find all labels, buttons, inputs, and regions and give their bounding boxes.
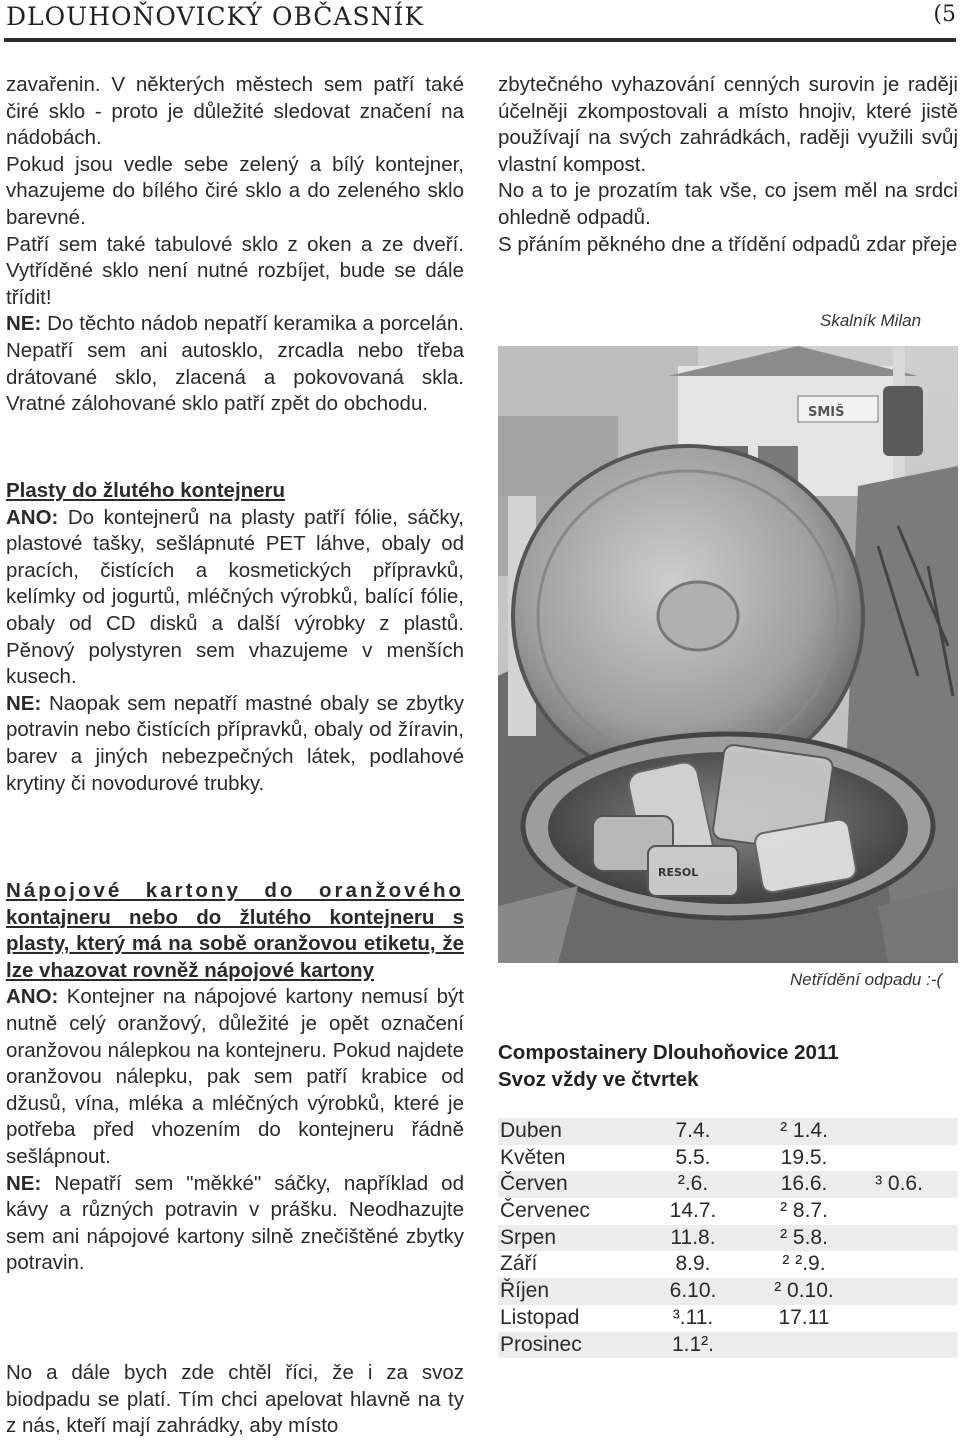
glass-no-paragraph	[6, 311, 464, 417]
table-row	[498, 1198, 958, 1225]
yes-label: ANO:	[6, 505, 59, 529]
date-cell: 17.11	[778, 1305, 830, 1329]
table-row	[498, 1305, 958, 1332]
cartons-heading	[6, 878, 464, 984]
month-cell: Červen	[500, 1172, 568, 1196]
date-cell: 11.8.	[670, 1225, 716, 1249]
table-row	[498, 1278, 958, 1305]
page-header	[0, 0, 960, 44]
date-cell: 1.1².	[671, 1332, 715, 1356]
yes-label: ANO:	[6, 985, 59, 1009]
table-row	[498, 1332, 958, 1359]
closing-paragraph: No a to je prozatím tak vše, co jsem měl na srdci ohledně odpadů.	[498, 179, 958, 229]
bio-paragraph: No a dále bych zde chtěl říci, že i za svoz biodpadu se platí. Tím chci apelovat hlavně na ty z nás, kteří mají zahrádky, aby místo	[6, 1361, 464, 1438]
date-cell: 5.5.	[675, 1145, 711, 1169]
garbage-bin-photo	[498, 346, 958, 963]
no-label: NE:	[6, 312, 42, 336]
plastic-no-text: Naopak sem nepatří mastné obaly se zbytky potravin nebo čistících přípravků, obaly od žíravin, barev a jiných nebezpečných látek, podlahové krytiny či novodurové trubky.	[6, 691, 464, 795]
date-cell: 14.7.	[669, 1199, 717, 1223]
cartons-yes-paragraph	[6, 984, 464, 1170]
date-cell: ³.11.	[672, 1305, 714, 1329]
date-cell: 16.6.	[780, 1172, 828, 1196]
cartons-no-text: Nepatří sem "měkké" sáčky, například od kávy a různých potravin v prášku. Neodhazujte sem ani nápojové kartony silně znečištěné zbytky potravin.	[6, 1171, 464, 1275]
bio-section	[6, 1360, 464, 1440]
newsletter-title: DLOUHOŇOVICKÝ OBČASNÍK	[6, 2, 425, 31]
wish-paragraph: S přáním pěkného dne a třídění odpadů zdar přeje	[498, 232, 958, 256]
date-cell: ² 1.4.	[780, 1119, 828, 1142]
header-divider	[4, 38, 956, 42]
compost-paragraph: zbytečného vyhazování cenných surovin je raději účelněji zkompostovali a místo hnojiv, které jistě používají na svých zahrádkách, raději využili svůj vlastní kompost.	[498, 73, 958, 176]
cartons-heading-rest: kontajneru nebo do žlutého kontejneru s plasty, který má na sobě oranžovou etiketu, že lze vhazovat rovněž nápojové kartony	[6, 905, 464, 982]
date-cell: 7.4.	[675, 1119, 711, 1142]
table-row	[498, 1171, 958, 1198]
schedule-subtitle: Svoz vždy ve čtvrtek	[498, 1067, 699, 1091]
date-cell: 6.10.	[669, 1279, 717, 1303]
date-cell: ² 0.10.	[774, 1279, 834, 1303]
month-cell: Duben	[500, 1119, 562, 1142]
month-cell: Červenec	[500, 1199, 590, 1223]
month-cell: Prosinec	[500, 1332, 582, 1356]
month-cell: Říjen	[500, 1279, 550, 1303]
schedule-title-block	[498, 1040, 839, 1093]
bottle-label-text: RESOL	[658, 866, 699, 879]
cartons-yes-text: Kontejner na nápojové kartony nemusí být nutně celý oranžový, důležité je opět označení oranžovou nálepkou na kontejneru. Pokud najdete oranžovou nálepku, pak sem patří krabice od džusů, vína, mléka a mléčných výrobků, které je potřeba před vhozením do kontejneru řádně sešlápnout.	[6, 985, 464, 1168]
plastic-no-paragraph	[6, 691, 464, 797]
date-cell: 19.5.	[780, 1145, 828, 1169]
date-cell: ² 5.8.	[780, 1225, 828, 1249]
plastic-yes-text: Do kontejnerů na plasty patří fólie, sáčky, plastové tašky, sešlápnuté PET láhve, obaly od pracích, čistících a kosmetických přípravků, kelímky od jogurtů, mléčných výrobků, balící fólie, obaly od CD disků a další výrobky z plastů. Pěnový polystyren sem vhazujeme v menších kusech.	[6, 505, 464, 689]
month-cell: Květen	[500, 1145, 566, 1169]
page-number: (5	[933, 2, 956, 27]
date-cell: ² ².9.	[782, 1252, 826, 1276]
month-cell: Listopad	[500, 1305, 580, 1329]
plastic-yes-paragraph	[6, 505, 464, 691]
cartons-no-paragraph	[6, 1171, 464, 1277]
right-column	[498, 72, 958, 258]
schedule-title: Compostainery Dlouhoňovice 2011	[498, 1041, 839, 1064]
glass-paragraph: Patří sem také tabulové sklo z oken a ze dveří. Vytříděné sklo není nutné rozbíjet, bude se dále třídit!	[6, 232, 464, 309]
glass-paragraph: Pokud jsou vedle sebe zelený a bílý kontejner, vhazujeme do bílého čiré sklo a do zeleného sklo barevné.	[6, 152, 464, 229]
plastic-section	[6, 478, 464, 797]
cartons-heading-lead: Nápojové kartony do oranžového	[6, 879, 464, 902]
collection-schedule-table	[498, 1118, 958, 1358]
plastic-heading: Plasty do žlutého kontejneru	[6, 479, 286, 502]
no-label: NE:	[6, 1171, 42, 1195]
glass-paragraph: zavařenin. V některých městech sem patří také čiré sklo - proto je důležité sledovat značení na nádobách.	[6, 73, 464, 150]
table-row	[498, 1251, 958, 1278]
month-cell: Srpen	[500, 1225, 557, 1249]
no-label: NE:	[6, 691, 42, 715]
table-row	[498, 1118, 958, 1145]
photo-caption: Netřídění odpadu :-(	[790, 970, 943, 989]
left-column	[6, 72, 464, 418]
table-row	[498, 1225, 958, 1252]
glass-no-text: Do těchto nádob nepatří keramika a porcelán. Nepatří sem ani autosklo, zrcadla nebo třeba drátované sklo, zlacená a pokovovaná skla. Vratné zálohované sklo patří zpět do obchodu.	[6, 312, 464, 416]
date-cell: ³ 0.6.	[875, 1172, 923, 1196]
cartons-section	[6, 878, 464, 1277]
author-name: Skalník Milan	[820, 311, 922, 330]
table-row	[498, 1145, 958, 1172]
month-cell: Září	[500, 1252, 538, 1276]
date-cell: 8.9.	[675, 1252, 711, 1276]
date-cell: ².6.	[677, 1172, 709, 1196]
date-cell: ² 8.7.	[780, 1199, 828, 1223]
shop-sign-text: SMIŠ	[808, 405, 845, 420]
